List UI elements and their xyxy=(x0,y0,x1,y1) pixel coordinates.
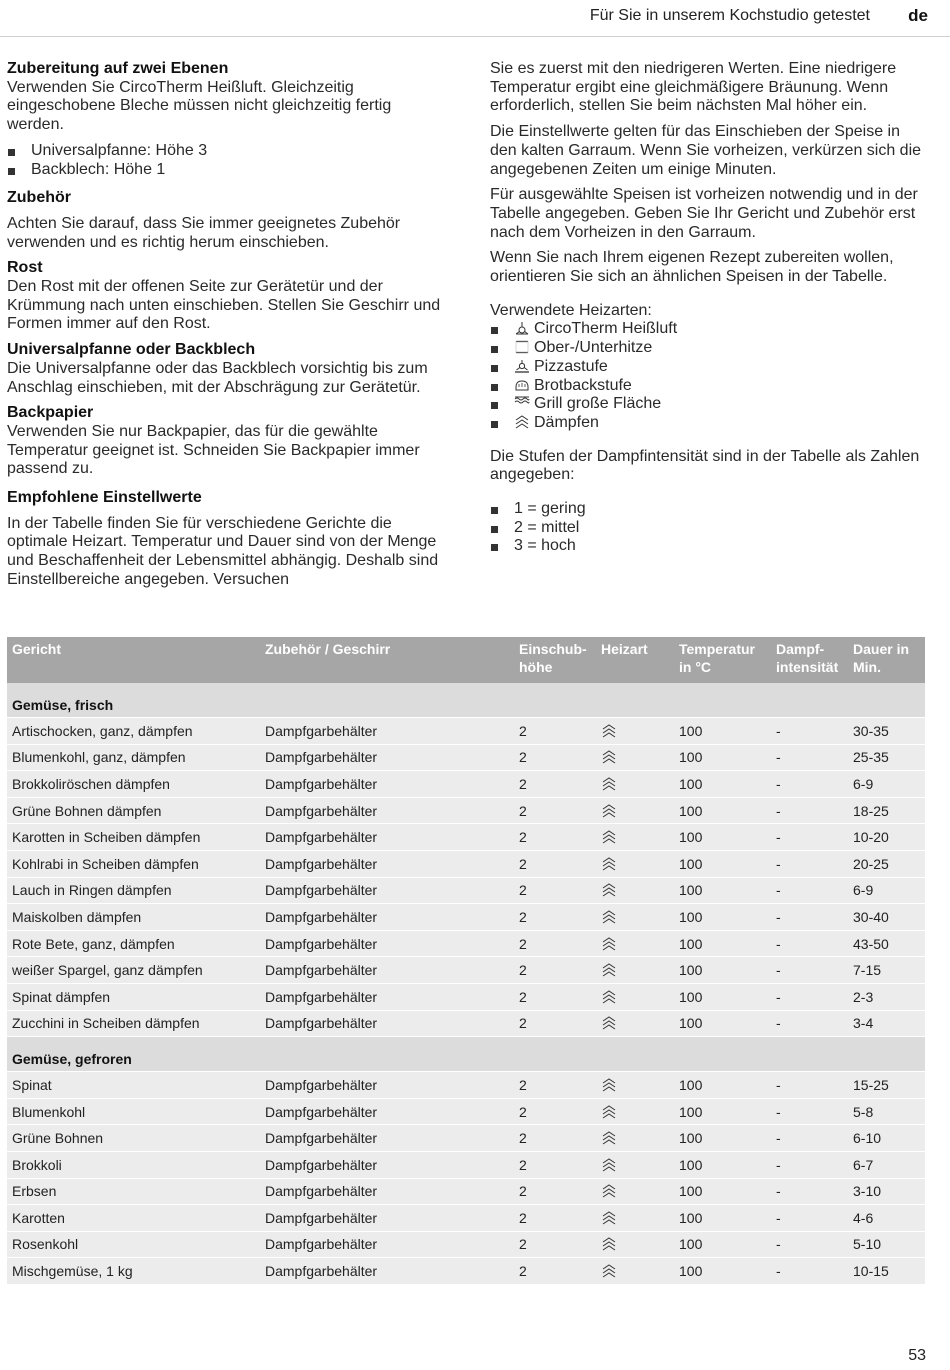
cell-gericht: Brokkoliröschen dämpfen xyxy=(7,771,260,798)
cell-heizart xyxy=(596,1072,674,1099)
cell-dampfintensitaet: - xyxy=(771,824,848,851)
table-row xyxy=(7,983,925,1010)
pizzastufe-icon xyxy=(514,359,530,373)
heading-zubehoer: Zubehör xyxy=(7,189,71,207)
cell-zubehoer: Dampfgarbehälter xyxy=(260,1258,514,1285)
group-label: Gemüse, frisch xyxy=(7,683,925,718)
table-group-row xyxy=(7,1037,925,1072)
table-row xyxy=(7,1178,925,1205)
table-row xyxy=(7,850,925,877)
cell-zubehoer: Dampfgarbehälter xyxy=(260,1231,514,1258)
cell-dauer: 10-20 xyxy=(848,824,925,851)
heading-einstellwerte: Empfohlene Einstellwerte xyxy=(7,489,202,507)
heizarten-label: Verwendete Heizarten: xyxy=(490,301,652,319)
cell-zubehoer: Dampfgarbehälter xyxy=(260,1072,514,1099)
cell-dampfintensitaet: - xyxy=(771,1258,848,1285)
cell-heizart xyxy=(596,904,674,931)
heizart-label: Dämpfen xyxy=(534,413,599,431)
steam-icon xyxy=(601,1184,669,1198)
heizart-label: Brotbackstufe xyxy=(534,376,632,394)
table-row xyxy=(7,1205,925,1232)
table-header-row xyxy=(7,637,925,683)
cell-dampfintensitaet: - xyxy=(771,1231,848,1258)
cell-temperatur: 100 xyxy=(674,1258,771,1285)
cell-gericht: Blumenkohl, ganz, dämpfen xyxy=(7,744,260,771)
heizart-label: Ober-/Unterhitze xyxy=(534,339,653,357)
cell-temperatur: 100 xyxy=(674,850,771,877)
col-header-zubehoer: Zubehör / Geschirr xyxy=(260,637,514,683)
cell-temperatur: 100 xyxy=(674,1072,771,1099)
cell-dauer: 7-15 xyxy=(848,957,925,984)
cell-zubehoer: Dampfgarbehälter xyxy=(260,1178,514,1205)
cell-einschubhoehe: 2 xyxy=(514,850,596,877)
steam-icon xyxy=(601,910,669,924)
cell-zubehoer: Dampfgarbehälter xyxy=(260,904,514,931)
cell-heizart xyxy=(596,718,674,745)
cell-dampfintensitaet: - xyxy=(771,797,848,824)
cell-zubehoer: Dampfgarbehälter xyxy=(260,1098,514,1125)
cell-zubehoer: Dampfgarbehälter xyxy=(260,930,514,957)
steam-icon xyxy=(601,830,669,844)
table-row xyxy=(7,718,925,745)
cell-temperatur: 100 xyxy=(674,1205,771,1232)
cell-gericht: Grüne Bohnen dämpfen xyxy=(7,797,260,824)
page-number: 53 xyxy=(908,1347,926,1364)
cell-zubehoer: Dampfgarbehälter xyxy=(260,744,514,771)
cell-dauer: 3-4 xyxy=(848,1010,925,1037)
list-stufen xyxy=(490,500,930,556)
cell-gericht: Erbsen xyxy=(7,1178,260,1205)
text-paragraph: Die Einstellwerte gelten für das Einschieben der Speise in den kalten Garraum. Wenn Sie vorheizen, verkürzen sich die angegebenen Zeiten um einige Minuten. xyxy=(490,123,922,178)
cell-dampfintensitaet: - xyxy=(771,1178,848,1205)
circotherm-icon xyxy=(514,321,530,335)
col-header-einschubhoehe: Einschub- höhe xyxy=(514,637,596,683)
table-row xyxy=(7,1072,925,1099)
cell-dauer: 30-40 xyxy=(848,904,925,931)
cell-dampfintensitaet: - xyxy=(771,1125,848,1152)
cell-einschubhoehe: 2 xyxy=(514,904,596,931)
cell-gericht: Karotten in Scheiben dämpfen xyxy=(7,824,260,851)
cell-heizart xyxy=(596,957,674,984)
brotbackstufe-icon xyxy=(514,378,530,392)
steam-icon xyxy=(601,1237,669,1251)
cell-heizart xyxy=(596,824,674,851)
table-row xyxy=(7,1098,925,1125)
header-divider xyxy=(0,36,950,37)
list-item: 1 = gering xyxy=(490,500,930,519)
list-item-heizart xyxy=(490,339,930,358)
cell-dauer: 18-25 xyxy=(848,797,925,824)
cell-dauer: 5-8 xyxy=(848,1098,925,1125)
cell-dauer: 20-25 xyxy=(848,850,925,877)
cell-gericht: Rosenkohl xyxy=(7,1231,260,1258)
steam-icon xyxy=(601,937,669,951)
table-row xyxy=(7,930,925,957)
cell-einschubhoehe: 2 xyxy=(514,771,596,798)
cell-heizart xyxy=(596,983,674,1010)
steam-icon xyxy=(601,1158,669,1172)
cell-dampfintensitaet: - xyxy=(771,877,848,904)
table-row xyxy=(7,744,925,771)
cell-heizart xyxy=(596,1205,674,1232)
steam-icon xyxy=(601,857,669,871)
cell-dauer: 43-50 xyxy=(848,930,925,957)
heizart-label: Grill große Fläche xyxy=(534,395,662,413)
cell-dauer: 6-10 xyxy=(848,1125,925,1152)
cell-heizart xyxy=(596,1258,674,1285)
heading-rost: Rost xyxy=(7,259,43,277)
cell-temperatur: 100 xyxy=(674,744,771,771)
group-label: Gemüse, gefroren xyxy=(7,1037,925,1072)
text-backpapier: Verwenden Sie nur Backpapier, das für die gewählte Temperatur geeignet ist. Schneiden Sie Backpapier immer passend zu. xyxy=(7,422,420,478)
col-header-gericht: Gericht xyxy=(7,637,260,683)
cell-einschubhoehe: 2 xyxy=(514,1098,596,1125)
cell-zubehoer: Dampfgarbehälter xyxy=(260,718,514,745)
text-paragraph: Wenn Sie nach Ihrem eigenen Rezept zubereiten wollen, orientieren Sie sich an ähnlichen Speisen in der Tabelle. xyxy=(490,249,894,286)
cell-gericht: Rote Bete, ganz, dämpfen xyxy=(7,930,260,957)
text-dampfintensitaet: Die Stufen der Dampfintensität sind in der Tabelle als Zahlen angegeben: xyxy=(490,447,920,484)
cell-dampfintensitaet: - xyxy=(771,1151,848,1178)
cell-dampfintensitaet: - xyxy=(771,850,848,877)
steam-icon xyxy=(601,1131,669,1145)
cell-einschubhoehe: 2 xyxy=(514,797,596,824)
table-row xyxy=(7,957,925,984)
steam-icon xyxy=(601,1211,669,1225)
col-header-dauer: Dauer in Min. xyxy=(848,637,925,683)
cell-gericht: Maiskolben dämpfen xyxy=(7,904,260,931)
cell-temperatur: 100 xyxy=(674,957,771,984)
grill-icon xyxy=(514,396,530,410)
cell-temperatur: 100 xyxy=(674,930,771,957)
table-row xyxy=(7,797,925,824)
steam-icon xyxy=(601,804,669,818)
cell-gericht: weißer Spargel, ganz dämpfen xyxy=(7,957,260,984)
cell-dauer: 2-3 xyxy=(848,983,925,1010)
cell-gericht: Brokkoli xyxy=(7,1151,260,1178)
cell-dampfintensitaet: - xyxy=(771,957,848,984)
steam-icon xyxy=(601,724,669,738)
list-heizarten xyxy=(490,320,930,432)
cell-dauer: 10-15 xyxy=(848,1258,925,1285)
table-row xyxy=(7,1010,925,1037)
cell-dauer: 15-25 xyxy=(848,1072,925,1099)
cell-einschubhoehe: 2 xyxy=(514,1151,596,1178)
cell-temperatur: 100 xyxy=(674,1178,771,1205)
steam-icon xyxy=(601,1078,669,1092)
cell-einschubhoehe: 2 xyxy=(514,1125,596,1152)
heizart-label: CircoTherm Heißluft xyxy=(534,320,678,338)
steam-icon xyxy=(601,883,669,897)
cell-dauer: 6-9 xyxy=(848,771,925,798)
cell-gericht: Zucchini in Scheiben dämpfen xyxy=(7,1010,260,1037)
cell-zubehoer: Dampfgarbehälter xyxy=(260,1125,514,1152)
cell-einschubhoehe: 2 xyxy=(514,1010,596,1037)
page-header-title: Für Sie in unserem Kochstudio getestet xyxy=(589,7,870,24)
cell-gericht: Artischocken, ganz, dämpfen xyxy=(7,718,260,745)
list-item: 3 = hoch xyxy=(490,537,930,556)
cell-gericht: Blumenkohl xyxy=(7,1098,260,1125)
cell-dampfintensitaet: - xyxy=(771,1010,848,1037)
table-body xyxy=(7,683,925,1284)
cell-heizart xyxy=(596,1231,674,1258)
cell-zubehoer: Dampfgarbehälter xyxy=(260,797,514,824)
cell-temperatur: 100 xyxy=(674,904,771,931)
cell-dampfintensitaet: - xyxy=(771,1205,848,1232)
list-item: Backblech: Höhe 1 xyxy=(7,161,447,180)
cell-dampfintensitaet: - xyxy=(771,1072,848,1099)
cell-heizart xyxy=(596,850,674,877)
cell-dampfintensitaet: - xyxy=(771,718,848,745)
cell-temperatur: 100 xyxy=(674,718,771,745)
cell-dauer: 4-6 xyxy=(848,1205,925,1232)
cell-temperatur: 100 xyxy=(674,1231,771,1258)
text-zubehoer: Achten Sie darauf, dass Sie immer geeignetes Zubehör verwenden und es richtig herum einschieben. xyxy=(7,214,401,251)
cell-heizart xyxy=(596,1178,674,1205)
list-item-heizart xyxy=(490,395,930,414)
cell-zubehoer: Dampfgarbehälter xyxy=(260,1010,514,1037)
cell-heizart xyxy=(596,771,674,798)
table-row xyxy=(7,824,925,851)
cell-dauer: 3-10 xyxy=(848,1178,925,1205)
steam-icon xyxy=(514,415,530,429)
col-header-dampfintensitaet: Dampf- intensität xyxy=(771,637,848,683)
steam-icon xyxy=(601,1264,669,1278)
heading-zwei-ebenen: Zubereitung auf zwei Ebenen xyxy=(7,60,229,77)
cell-temperatur: 100 xyxy=(674,771,771,798)
cell-heizart xyxy=(596,744,674,771)
cell-dampfintensitaet: - xyxy=(771,1098,848,1125)
cell-einschubhoehe: 2 xyxy=(514,824,596,851)
cell-zubehoer: Dampfgarbehälter xyxy=(260,824,514,851)
col-header-temperatur: Temperatur in °C xyxy=(674,637,771,683)
table-row xyxy=(7,771,925,798)
language-code: de xyxy=(908,6,928,25)
cell-einschubhoehe: 2 xyxy=(514,1258,596,1285)
table-row xyxy=(7,877,925,904)
cell-heizart xyxy=(596,797,674,824)
cell-heizart xyxy=(596,877,674,904)
cell-dauer: 30-35 xyxy=(848,718,925,745)
cell-gericht: Mischgemüse, 1 kg xyxy=(7,1258,260,1285)
list-item: Universalpfanne: Höhe 3 xyxy=(7,142,447,161)
cell-temperatur: 100 xyxy=(674,824,771,851)
cell-einschubhoehe: 2 xyxy=(514,957,596,984)
cell-zubehoer: Dampfgarbehälter xyxy=(260,983,514,1010)
cell-heizart xyxy=(596,930,674,957)
cell-gericht: Spinat dämpfen xyxy=(7,983,260,1010)
cell-temperatur: 100 xyxy=(674,1125,771,1152)
cell-temperatur: 100 xyxy=(674,983,771,1010)
steam-icon xyxy=(601,963,669,977)
table-row xyxy=(7,1231,925,1258)
cell-zubehoer: Dampfgarbehälter xyxy=(260,1151,514,1178)
cell-dauer: 6-7 xyxy=(848,1151,925,1178)
cell-temperatur: 100 xyxy=(674,1098,771,1125)
left-column xyxy=(7,60,447,597)
list-item-heizart xyxy=(490,414,930,433)
cell-temperatur: 100 xyxy=(674,1010,771,1037)
table-row xyxy=(7,1151,925,1178)
cell-dauer: 6-9 xyxy=(848,877,925,904)
cell-dampfintensitaet: - xyxy=(771,904,848,931)
list-item-heizart xyxy=(490,377,930,396)
heizart-label: Pizzastufe xyxy=(534,357,608,375)
cell-zubehoer: Dampfgarbehälter xyxy=(260,957,514,984)
cell-gericht: Spinat xyxy=(7,1072,260,1099)
cell-temperatur: 100 xyxy=(674,797,771,824)
settings-table xyxy=(7,637,925,1285)
col-header-heizart: Heizart xyxy=(596,637,674,683)
list-item: 2 = mittel xyxy=(490,519,930,538)
cell-heizart xyxy=(596,1151,674,1178)
text-einstellwerte: In der Tabelle finden Sie für verschiedene Gerichte die optimale Heizart. Temperatur und Dauer sind von der Menge und Beschaffenheit der Lebensmittel abhängig. Deshalb sind Einstellbereiche angegeben. Versuchen xyxy=(7,514,439,588)
cell-einschubhoehe: 2 xyxy=(514,744,596,771)
cell-gericht: Grüne Bohnen xyxy=(7,1125,260,1152)
heading-universalpfanne: Universalpfanne oder Backblech xyxy=(7,341,256,359)
cell-einschubhoehe: 2 xyxy=(514,930,596,957)
text-paragraph: Für ausgewählte Speisen ist vorheizen notwendig und in der Tabelle angegeben. Geben Sie Ihr Gericht und Zubehör erst nach dem Vorheizen in den Garraum. xyxy=(490,186,918,241)
cell-gericht: Lauch in Ringen dämpfen xyxy=(7,877,260,904)
table-row xyxy=(7,904,925,931)
right-column xyxy=(490,60,930,563)
cell-dampfintensitaet: - xyxy=(771,930,848,957)
heading-backpapier: Backpapier xyxy=(7,404,94,422)
cell-heizart xyxy=(596,1010,674,1037)
cell-einschubhoehe: 2 xyxy=(514,1072,596,1099)
cell-zubehoer: Dampfgarbehälter xyxy=(260,1205,514,1232)
steam-icon xyxy=(601,1105,669,1119)
text-rost: Den Rost mit der offenen Seite zur Gerätetür und der Krümmung nach unten einschieben. Stellen Sie Geschirr und Formen immer auf den Rost. xyxy=(7,278,441,333)
cell-temperatur: 100 xyxy=(674,1151,771,1178)
cell-dauer: 25-35 xyxy=(848,744,925,771)
cell-temperatur: 100 xyxy=(674,877,771,904)
table-row xyxy=(7,1125,925,1152)
cell-einschubhoehe: 2 xyxy=(514,1231,596,1258)
cell-dampfintensitaet: - xyxy=(771,744,848,771)
list-item-heizart xyxy=(490,320,930,339)
cell-einschubhoehe: 2 xyxy=(514,1178,596,1205)
cell-gericht: Kohlrabi in Scheiben dämpfen xyxy=(7,850,260,877)
cell-heizart xyxy=(596,1125,674,1152)
text-zwei-ebenen: Verwenden Sie CircoTherm Heißluft. Gleichzeitig eingeschobene Bleche müssen nicht gleichzeitig fertig werden. xyxy=(7,78,392,134)
table-row xyxy=(7,1258,925,1285)
cell-dauer: 5-10 xyxy=(848,1231,925,1258)
cell-gericht: Karotten xyxy=(7,1205,260,1232)
cell-einschubhoehe: 2 xyxy=(514,877,596,904)
list-ebenen xyxy=(7,142,447,179)
table-group-row xyxy=(7,683,925,718)
cell-zubehoer: Dampfgarbehälter xyxy=(260,850,514,877)
cell-zubehoer: Dampfgarbehälter xyxy=(260,771,514,798)
cell-zubehoer: Dampfgarbehälter xyxy=(260,877,514,904)
cell-einschubhoehe: 2 xyxy=(514,1205,596,1232)
cell-einschubhoehe: 2 xyxy=(514,718,596,745)
steam-icon xyxy=(601,1016,669,1030)
cell-einschubhoehe: 2 xyxy=(514,983,596,1010)
steam-icon xyxy=(601,750,669,764)
cell-heizart xyxy=(596,1098,674,1125)
steam-icon xyxy=(601,777,669,791)
text-universalpfanne: Die Universalpfanne oder das Backblech vorsichtig bis zum Anschlag einschieben, mit der Abschrägung zur Gerätetür. xyxy=(7,359,428,396)
cell-dampfintensitaet: - xyxy=(771,983,848,1010)
steam-icon xyxy=(601,990,669,1004)
cell-dampfintensitaet: - xyxy=(771,771,848,798)
ober-unterhitze-icon xyxy=(514,340,530,354)
list-item-heizart xyxy=(490,358,930,377)
text-paragraph: Sie es zuerst mit den niedrigeren Werten. Eine niedrigere Temperatur ergibt eine gleichmäßigere Bräunung. Wenn erforderlich, stellen Sie beim nächsten Mal höher ein. xyxy=(490,60,897,115)
